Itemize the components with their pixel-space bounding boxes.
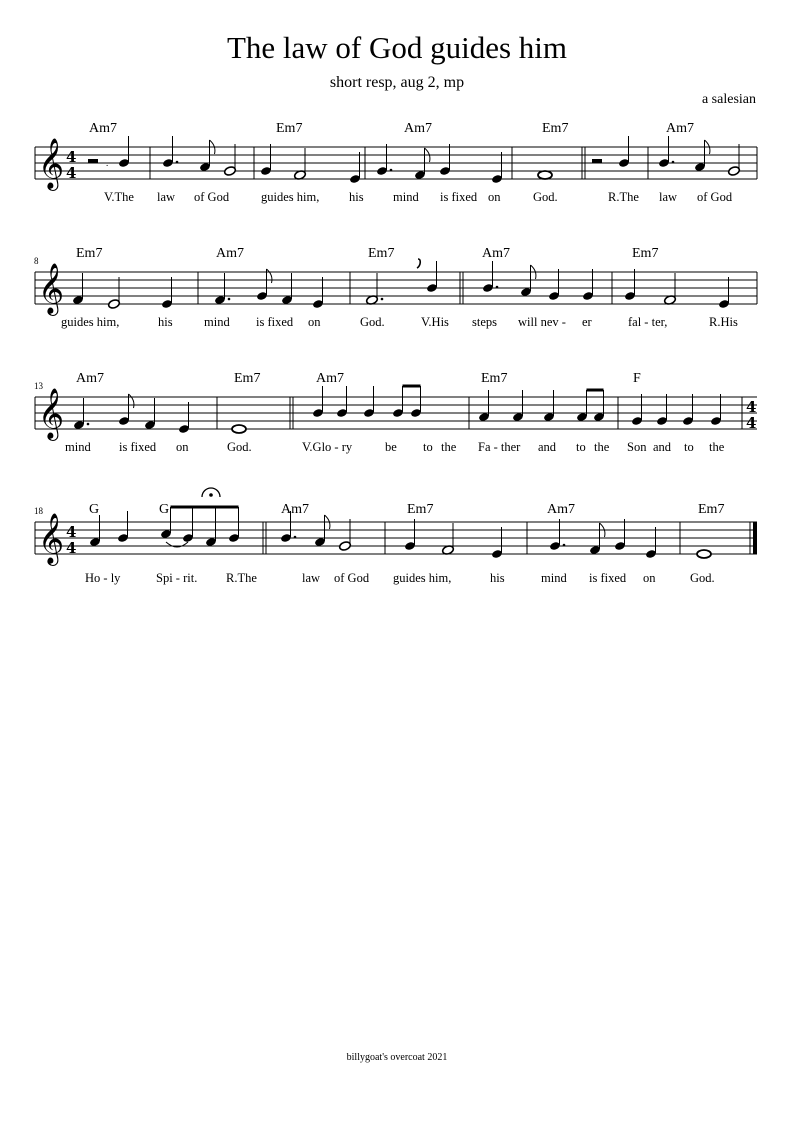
chord-symbol: Em7 xyxy=(276,121,303,136)
lyric-syllable: and xyxy=(653,440,672,454)
chord-symbol: Am7 xyxy=(89,121,117,136)
time-signature-top: 4 xyxy=(746,398,757,416)
time-signature-bottom: 4 xyxy=(746,414,757,432)
lyric-syllable: to xyxy=(684,440,694,454)
measure-number: 18 xyxy=(34,506,43,516)
lyric-syllable: is fixed xyxy=(440,190,478,204)
lyric-syllable: of God xyxy=(194,190,230,204)
notes xyxy=(73,386,722,434)
lyric-syllable: be xyxy=(385,440,397,454)
chord-symbol: Am7 xyxy=(216,246,244,261)
measure-number: 13 xyxy=(34,381,43,391)
lyric-syllable: his xyxy=(349,190,364,204)
lyric-syllable: on xyxy=(176,440,189,454)
time-signature-top: 4 xyxy=(66,148,77,166)
measure-number: 8 xyxy=(34,256,39,266)
notes xyxy=(86,136,740,184)
lyric-syllable: V.The xyxy=(104,190,134,204)
chord-symbol: Em7 xyxy=(632,246,659,261)
chord-symbol: Am7 xyxy=(547,502,575,517)
lyric-syllable: his xyxy=(158,315,173,329)
lyric-syllable: R.His xyxy=(709,315,738,329)
lyric-syllable: the xyxy=(441,440,457,454)
lyric-syllable: Son xyxy=(627,440,647,454)
chord-symbol: Am7 xyxy=(316,371,344,386)
staff-system-3 xyxy=(0,360,794,470)
lyric-syllable: Spi - rit. xyxy=(156,571,198,585)
lyric-syllable: mind xyxy=(541,571,567,585)
breath-mark-icon xyxy=(417,259,420,268)
composer: a salesian xyxy=(701,92,756,107)
lyric-syllable: mind xyxy=(393,190,419,204)
lyric-syllable: God. xyxy=(690,571,715,585)
lyric-syllable: to xyxy=(423,440,433,454)
staff-system-4 xyxy=(0,485,794,595)
score-subtitle: short resp, aug 2, mp xyxy=(329,74,465,91)
chord-symbol: Em7 xyxy=(76,246,103,261)
chord-symbol: Am7 xyxy=(666,121,694,136)
lyric-syllable: is fixed xyxy=(589,571,627,585)
treble-clef-icon: 𝄞 xyxy=(38,513,65,564)
lyric-syllable: fal - ter, xyxy=(628,315,668,329)
notes xyxy=(72,259,730,309)
score-title: The law of God guides him xyxy=(226,30,568,65)
lyric-syllable: and xyxy=(538,440,557,454)
lyric-syllable: of God xyxy=(334,571,370,585)
chord-symbol: F xyxy=(633,371,641,386)
staff-system-1 xyxy=(0,110,794,220)
chord-symbol: Em7 xyxy=(481,371,508,386)
lyric-syllable: of God xyxy=(697,190,733,204)
lyric-syllable: law xyxy=(659,190,678,204)
lyric-syllable: steps xyxy=(472,315,497,329)
staff-system-2 xyxy=(0,235,794,345)
time-signature-bottom: 4 xyxy=(66,539,77,557)
lyric-syllable: the xyxy=(709,440,725,454)
time-signature-top: 4 xyxy=(66,523,77,541)
time-signature-bottom: 4 xyxy=(66,164,77,182)
svg-text:.: . xyxy=(106,158,109,168)
chord-symbol: Am7 xyxy=(281,502,309,517)
chord-symbol: G xyxy=(89,502,100,517)
lyric-syllable: R.The xyxy=(226,571,257,585)
lyric-syllable: will nev - xyxy=(518,315,566,329)
lyric-syllable: on xyxy=(488,190,501,204)
treble-clef-icon: 𝄞 xyxy=(38,138,65,189)
lyric-syllable: mind xyxy=(204,315,230,329)
lyric-syllable: R.The xyxy=(608,190,639,204)
half-rest-icon xyxy=(592,159,602,163)
lyric-syllable: God. xyxy=(533,190,558,204)
lyric-syllable: guides him, xyxy=(61,315,120,329)
lyric-syllable: Fa - ther xyxy=(478,440,521,454)
lyric-syllable: his xyxy=(490,571,505,585)
footer-credit: billygoat's overcoat 2021 xyxy=(346,1052,448,1063)
lyric-syllable: on xyxy=(643,571,656,585)
lyric-syllable: V.His xyxy=(421,315,449,329)
chord-symbol: Em7 xyxy=(368,246,395,261)
chord-symbol: Em7 xyxy=(698,502,725,517)
lyric-syllable: is fixed xyxy=(119,440,157,454)
lyric-syllable: guides him, xyxy=(261,190,320,204)
lyric-syllable: er xyxy=(582,315,592,329)
chord-symbol: Am7 xyxy=(404,121,432,136)
chord-symbol: G xyxy=(159,502,170,517)
half-rest-icon xyxy=(88,159,98,163)
lyric-syllable: V.Glo - ry xyxy=(302,440,353,454)
chord-symbol: Am7 xyxy=(76,371,104,386)
lyric-syllable: guides him, xyxy=(393,571,452,585)
lyric-syllable: God. xyxy=(360,315,385,329)
chord-symbol: Em7 xyxy=(542,121,569,136)
lyric-syllable: on xyxy=(308,315,321,329)
lyric-syllable: law xyxy=(302,571,321,585)
chord-symbol: Em7 xyxy=(407,502,434,517)
treble-clef-icon: 𝄞 xyxy=(38,263,65,314)
chord-symbol: Am7 xyxy=(482,246,510,261)
chord-symbol: Em7 xyxy=(234,371,261,386)
lyric-syllable: the xyxy=(594,440,610,454)
lyric-syllable: to xyxy=(576,440,586,454)
final-barline xyxy=(753,522,757,554)
lyric-syllable: Ho - ly xyxy=(85,571,121,585)
treble-clef-icon: 𝄞 xyxy=(38,388,65,439)
lyric-syllable: law xyxy=(157,190,176,204)
notes xyxy=(89,488,711,559)
lyric-syllable: God. xyxy=(227,440,252,454)
lyric-syllable: mind xyxy=(65,440,91,454)
lyric-syllable: is fixed xyxy=(256,315,294,329)
